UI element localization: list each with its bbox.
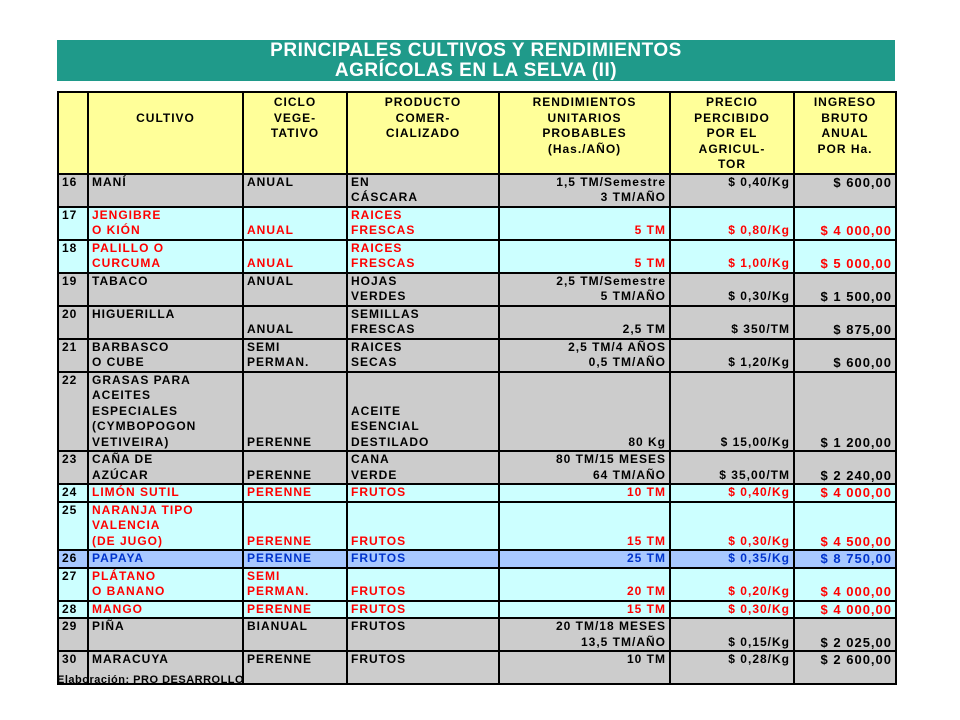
header-num — [58, 92, 88, 174]
cell-ciclo: PERENNE — [243, 601, 347, 619]
cell-num: 23 — [58, 451, 88, 484]
table-row — [58, 502, 896, 551]
cell-precio: $ 0,80/Kg — [670, 207, 794, 240]
cell-ciclo: PERENNE — [243, 372, 347, 452]
header-ciclo: CICLO VEGE- TATIVO — [243, 92, 347, 174]
cell-num: 27 — [58, 568, 88, 601]
cell-num: 18 — [58, 240, 88, 273]
header-ingreso: INGRESO BRUTO ANUAL POR Ha. — [794, 92, 896, 174]
cell-rendimiento: 5 TM — [499, 207, 670, 240]
cell-ciclo: SEMI PERMAN. — [243, 568, 347, 601]
table-row — [58, 601, 896, 619]
title-line-1: PRINCIPALES CULTIVOS Y RENDIMIENTOS — [270, 40, 682, 61]
cell-producto: FRUTOS — [347, 568, 499, 601]
cell-ingreso: $ 600,00 — [794, 174, 896, 207]
cell-rendimiento: 2,5 TM — [499, 306, 670, 339]
header-row — [58, 92, 896, 174]
cell-ingreso: $ 4 000,00 — [794, 207, 896, 240]
cell-ingreso: $ 8 750,00 — [794, 550, 896, 568]
cell-cultivo: MANGO — [88, 601, 243, 619]
cell-producto: RAICES FRESCAS — [347, 207, 499, 240]
cell-ciclo: ANUAL — [243, 207, 347, 240]
cell-ciclo: PERENNE — [243, 484, 347, 502]
cell-cultivo: GRASAS PARA ACEITES ESPECIALES (CYMBOPOGON VETIVEIRA) — [88, 372, 243, 452]
cell-precio: $ 0,40/Kg — [670, 484, 794, 502]
cell-precio: $ 0,30/Kg — [670, 601, 794, 619]
cell-producto: FRUTOS — [347, 618, 499, 651]
table-row — [58, 306, 896, 339]
cell-rendimiento: 10 TM — [499, 484, 670, 502]
cell-producto: FRUTOS — [347, 550, 499, 568]
cell-ciclo: PERENNE — [243, 451, 347, 484]
cell-cultivo: HIGUERILLA — [88, 306, 243, 339]
cell-ingreso: $ 2 600,00 — [794, 651, 896, 684]
cell-ciclo: ANUAL — [243, 306, 347, 339]
cell-num: 16 — [58, 174, 88, 207]
cell-precio: $ 35,00/TM — [670, 451, 794, 484]
table-row — [58, 372, 896, 452]
cell-ciclo: ANUAL — [243, 174, 347, 207]
cell-rendimiento: 2,5 TM/Semestre 5 TM/AÑO — [499, 273, 670, 306]
cell-rendimiento: 15 TM — [499, 502, 670, 551]
cell-producto: FRUTOS — [347, 601, 499, 619]
table-row — [58, 174, 896, 207]
cell-num: 24 — [58, 484, 88, 502]
cell-producto: HOJAS VERDES — [347, 273, 499, 306]
cell-num: 22 — [58, 372, 88, 452]
cell-ingreso: $ 5 000,00 — [794, 240, 896, 273]
cell-precio: $ 350/TM — [670, 306, 794, 339]
cell-ingreso: $ 2 240,00 — [794, 451, 896, 484]
cell-cultivo: JENGIBRE O KIÓN — [88, 207, 243, 240]
table-body — [58, 174, 896, 685]
cell-rendimiento: 1,5 TM/Semestre 3 TM/AÑO — [499, 174, 670, 207]
header-producto: PRODUCTO COMER- CIALIZADO — [347, 92, 499, 174]
cell-ciclo: SEMI PERMAN. — [243, 339, 347, 372]
title-line-2: AGRÍCOLAS EN LA SELVA (II) — [334, 60, 618, 81]
cell-producto: SEMILLAS FRESCAS — [347, 306, 499, 339]
cell-ingreso: $ 4 500,00 — [794, 502, 896, 551]
cell-precio: $ 0,40/Kg — [670, 174, 794, 207]
cell-cultivo: PAPAYA — [88, 550, 243, 568]
cell-precio: $ 1,00/Kg — [670, 240, 794, 273]
cell-rendimiento: 20 TM/18 MESES 13,5 TM/AÑO — [499, 618, 670, 651]
cell-ciclo: ANUAL — [243, 273, 347, 306]
cell-cultivo: BARBASCO O CUBE — [88, 339, 243, 372]
cell-ingreso: $ 4 000,00 — [794, 601, 896, 619]
cell-precio: $ 0,20/Kg — [670, 568, 794, 601]
cell-ingreso: $ 875,00 — [794, 306, 896, 339]
table-row — [58, 273, 896, 306]
cell-producto: FRUTOS — [347, 502, 499, 551]
cell-ciclo: PERENNE — [243, 651, 347, 684]
cell-cultivo: PIÑA — [88, 618, 243, 651]
cell-cultivo: LIMÓN SUTIL — [88, 484, 243, 502]
cell-producto: RAICES SECAS — [347, 339, 499, 372]
cell-cultivo: PLÁTANO O BANANO — [88, 568, 243, 601]
cell-ingreso: $ 600,00 — [794, 339, 896, 372]
credit-note: Elaboración: PRO DESARROLLO — [57, 674, 245, 686]
cell-num: 28 — [58, 601, 88, 619]
cell-precio: $ 0,15/Kg — [670, 618, 794, 651]
cell-cultivo: NARANJA TIPO VALENCIA (DE JUGO) — [88, 502, 243, 551]
cell-rendimiento: 25 TM — [499, 550, 670, 568]
cell-num: 25 — [58, 502, 88, 551]
table-row — [58, 568, 896, 601]
cell-ingreso: $ 1 500,00 — [794, 273, 896, 306]
cell-rendimiento: 80 TM/15 MESES 64 TM/AÑO — [499, 451, 670, 484]
table-row — [58, 240, 896, 273]
cell-ingreso: $ 2 025,00 — [794, 618, 896, 651]
cell-producto: FRUTOS — [347, 484, 499, 502]
cell-producto: ACEITE ESENCIAL DESTILADO — [347, 372, 499, 452]
cell-ciclo: ANUAL — [243, 240, 347, 273]
cell-num: 19 — [58, 273, 88, 306]
cell-precio: $ 15,00/Kg — [670, 372, 794, 452]
table-row — [58, 207, 896, 240]
cell-producto: CANA VERDE — [347, 451, 499, 484]
cell-rendimiento: 20 TM — [499, 568, 670, 601]
cell-ingreso: $ 4 000,00 — [794, 568, 896, 601]
table-row — [58, 484, 896, 502]
cell-num: 26 — [58, 550, 88, 568]
cell-producto: EN CÁSCARA — [347, 174, 499, 207]
header-cultivo: CULTIVO — [88, 92, 243, 174]
cell-cultivo: MANÍ — [88, 174, 243, 207]
table-row — [58, 550, 896, 568]
cell-num: 17 — [58, 207, 88, 240]
cell-precio: $ 0,28/Kg — [670, 651, 794, 684]
cell-ciclo: PERENNE — [243, 550, 347, 568]
header-precio: PRECIO PERCIBIDO POR EL AGRICUL- TOR — [670, 92, 794, 174]
cell-num: 29 — [58, 618, 88, 651]
cell-precio: $ 0,35/Kg — [670, 550, 794, 568]
cell-rendimiento: 10 TM — [499, 651, 670, 684]
cell-rendimiento: 2,5 TM/4 AÑOS 0,5 TM/AÑO — [499, 339, 670, 372]
table-row — [58, 618, 896, 651]
cell-ciclo: PERENNE — [243, 502, 347, 551]
cell-producto: FRUTOS — [347, 651, 499, 684]
cell-precio: $ 0,30/Kg — [670, 502, 794, 551]
cell-producto: RAICES FRESCAS — [347, 240, 499, 273]
cell-cultivo: TABACO — [88, 273, 243, 306]
crops-table — [57, 91, 897, 685]
cell-cultivo: MARACUYA — [88, 651, 243, 684]
cell-cultivo: PALILLO O CURCUMA — [88, 240, 243, 273]
cell-ingreso: $ 1 200,00 — [794, 372, 896, 452]
cell-ingreso: $ 4 000,00 — [794, 484, 896, 502]
cell-num: 30 — [58, 651, 88, 684]
table-row — [58, 451, 896, 484]
cell-cultivo: CAÑA DE AZÚCAR — [88, 451, 243, 484]
cell-num: 21 — [58, 339, 88, 372]
cell-precio: $ 0,30/Kg — [670, 273, 794, 306]
title-banner — [57, 40, 895, 81]
cell-rendimiento: 5 TM — [499, 240, 670, 273]
cell-rendimiento: 15 TM — [499, 601, 670, 619]
cell-precio: $ 1,20/Kg — [670, 339, 794, 372]
table-row — [58, 339, 896, 372]
cell-num: 20 — [58, 306, 88, 339]
header-rendimientos: RENDIMIENTOS UNITARIOS PROBABLES (Has./AÑO) — [499, 92, 670, 174]
cell-rendimiento: 80 Kg — [499, 372, 670, 452]
cell-ciclo: BIANUAL — [243, 618, 347, 651]
